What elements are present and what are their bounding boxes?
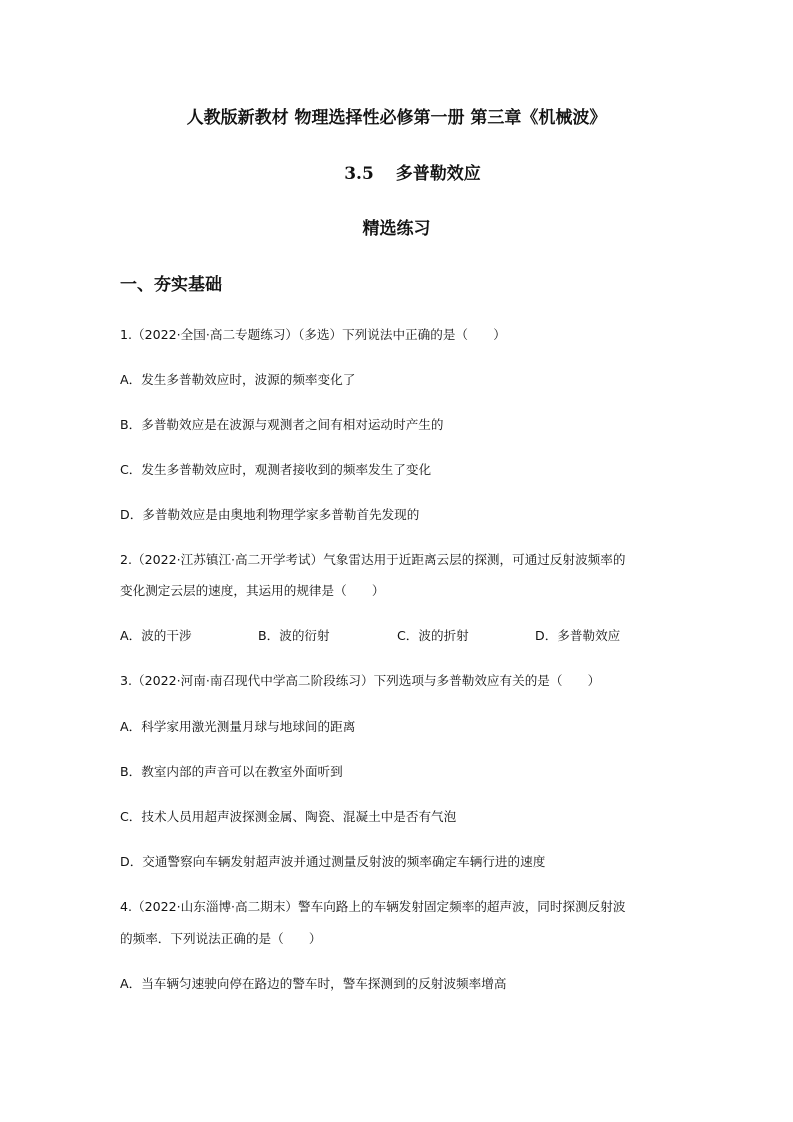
section-heading [16,164,793,184]
question-4-option-a: A．当车辆匀速驶向停在路边的警车时，警车探测到的反射波频率增高 [120,976,507,991]
question-1-option-b: B．多普勒效应是在波源与观测者之间有相对运动时产生的 [120,417,444,432]
question-3-stem: 3.（2022·河南·南召现代中学高二阶段练习）下列选项与多普勒效应有关的是（ ） [120,673,601,688]
question-1-option-a: A．发生多普勒效应时，波源的频率变化了 [120,372,356,387]
question-3-option-a: A．科学家用激光测量月球与地球间的距离 [120,719,356,734]
question-2-options [120,627,680,645]
question-2-option-b: B．波的衍射 [258,628,330,643]
document-subtitle: 精选练习 [362,219,431,239]
section-title: 多普勒效应 [395,164,481,184]
question-3-option-b: B．教室内部的声音可以在教室外面听到 [120,764,343,779]
question-2-stem-line-2: 变化测定云层的速度，其运用的规律是（ ） [120,583,385,598]
question-3-option-d: D．交通警察向车辆发射超声波并通过测量反射波的频率确定车辆行进的速度 [120,854,546,869]
part-heading: 一、夯实基础 [120,275,222,295]
question-4-stem-line-2: 的频率．下列说法正确的是（ ） [120,931,322,946]
question-2-stem-line-1: 2.（2022·江苏镇江·高二开学考试）气象雷达用于近距离云层的探测，可通过反射波频率的 [120,552,626,567]
section-number: 3.5 [344,164,374,184]
document-title: 人教版新教材 物理选择性必修第一册 第三章《机械波》 [186,108,607,128]
question-2-option-d: D．多普勒效应 [535,628,621,643]
question-4-stem-line-1: 4.（2022·山东淄博·高二期末）警车向路上的车辆发射固定频率的超声波，同时探测反射波 [120,899,626,914]
question-1-option-d: D．多普勒效应是由奥地利物理学家多普勒首先发现的 [120,507,420,522]
question-1-stem: 1.（2022·全国·高二专题练习）（多选）下列说法中正确的是（ ） [120,327,506,342]
question-2-option-c: C．波的折射 [397,628,469,643]
question-3-option-c: C．技术人员用超声波探测金属、陶瓷、混凝土中是否有气泡 [120,809,457,824]
question-1-option-c: C．发生多普勒效应时，观测者接收到的频率发生了变化 [120,462,432,477]
question-2-option-a: A．波的干涉 [120,628,192,643]
